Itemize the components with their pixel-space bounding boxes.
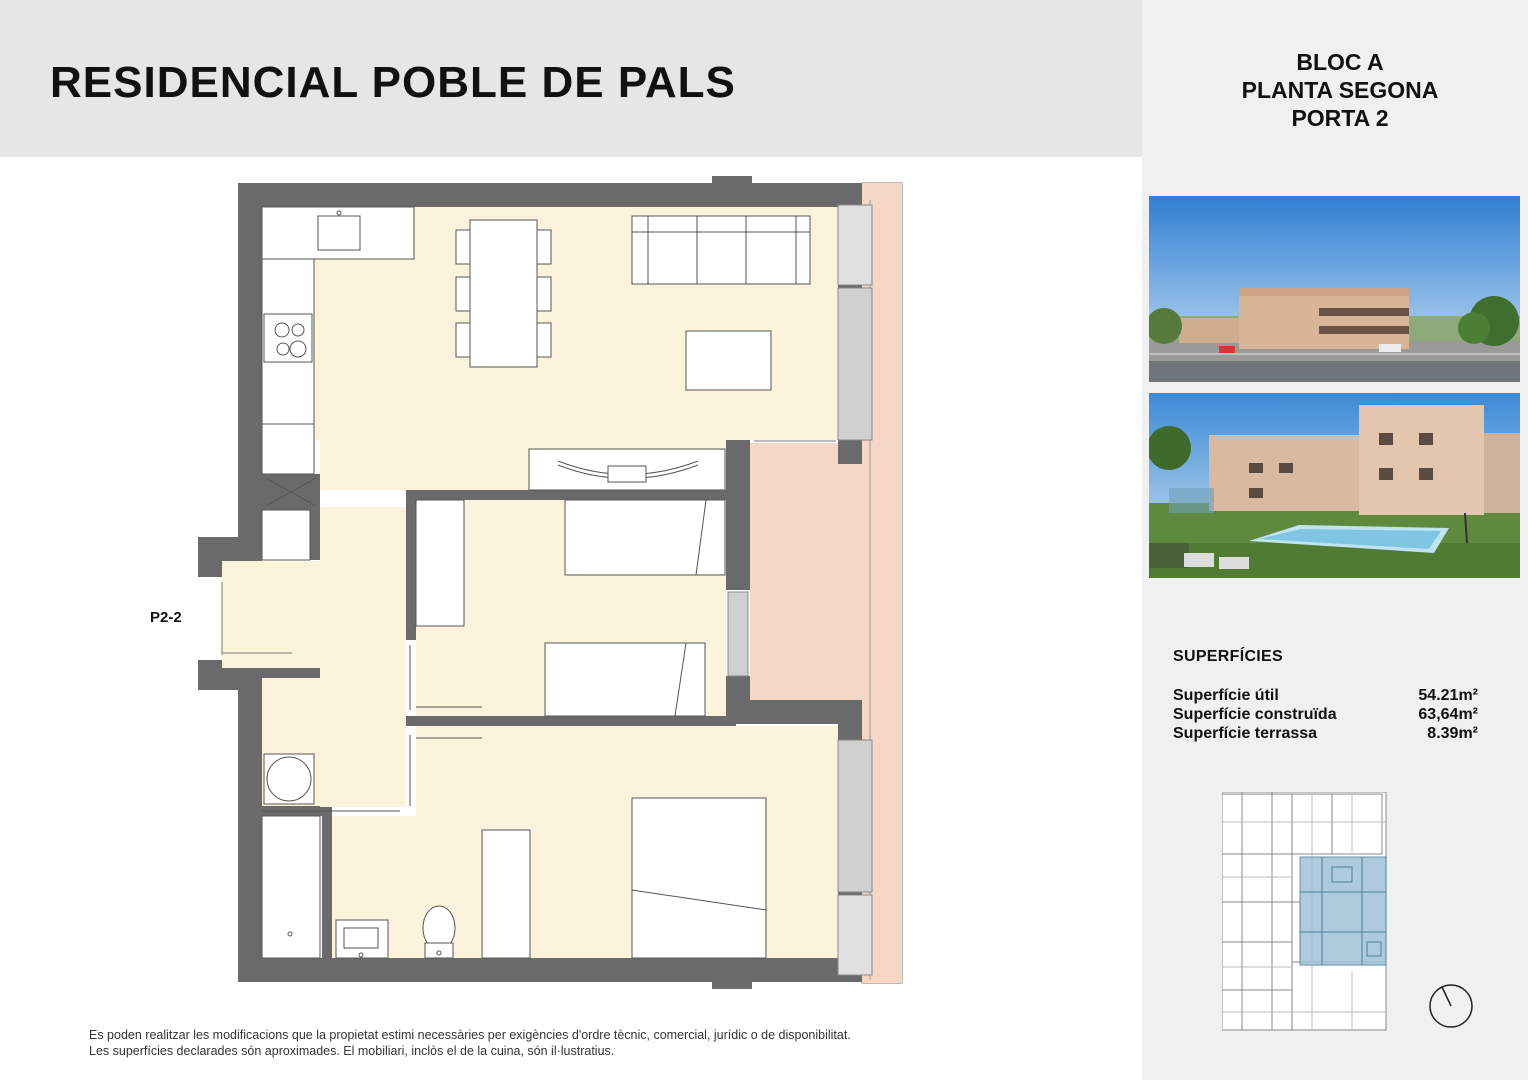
unit-block: BLOC A — [1296, 49, 1384, 75]
disclaimer — [89, 1027, 851, 1059]
surface-row — [1173, 705, 1478, 724]
unit-heading — [1142, 48, 1528, 132]
surface-row — [1173, 686, 1478, 705]
title-band — [0, 0, 1142, 157]
unit-floor: PLANTA SEGONA — [1241, 77, 1439, 103]
surface-label: Superfície construïda — [1173, 706, 1337, 723]
tv-unit — [529, 449, 725, 490]
surfaces-table — [1173, 686, 1478, 743]
laundry — [264, 754, 314, 804]
disclaimer-line-1: Es poden realitzar les modificacions que la propietat estimi necessàries per exigències d'ordre tècnic, comercial, jurídic o de disponibilitat. — [89, 1028, 851, 1042]
surface-label: Superfície útil — [1173, 687, 1279, 704]
sidebar — [1142, 0, 1528, 1080]
surfaces-heading: SUPERFÍCIES — [1173, 648, 1283, 665]
dining-set — [456, 220, 551, 367]
render-pool-view — [1149, 393, 1520, 578]
page-title: RESIDENCIAL POBLE DE PALS — [50, 58, 736, 107]
compass-icon — [1428, 983, 1474, 1034]
surface-value: 8.39m² — [1427, 725, 1478, 742]
surface-label: Superfície terrassa — [1173, 725, 1318, 742]
surface-value: 63,64m² — [1418, 706, 1478, 723]
surface-row — [1173, 724, 1478, 743]
door-label: P2-2 — [150, 609, 182, 626]
surface-value: 54.21m² — [1418, 687, 1478, 704]
disclaimer-line-2: Les superfícies declarades són aproximades. El mobiliari, inclòs el de la cuina, són il·lustratius. — [89, 1044, 615, 1058]
render-street-view — [1149, 196, 1520, 382]
unit-door: PORTA 2 — [1291, 105, 1389, 131]
key-plan — [1222, 792, 1388, 1037]
